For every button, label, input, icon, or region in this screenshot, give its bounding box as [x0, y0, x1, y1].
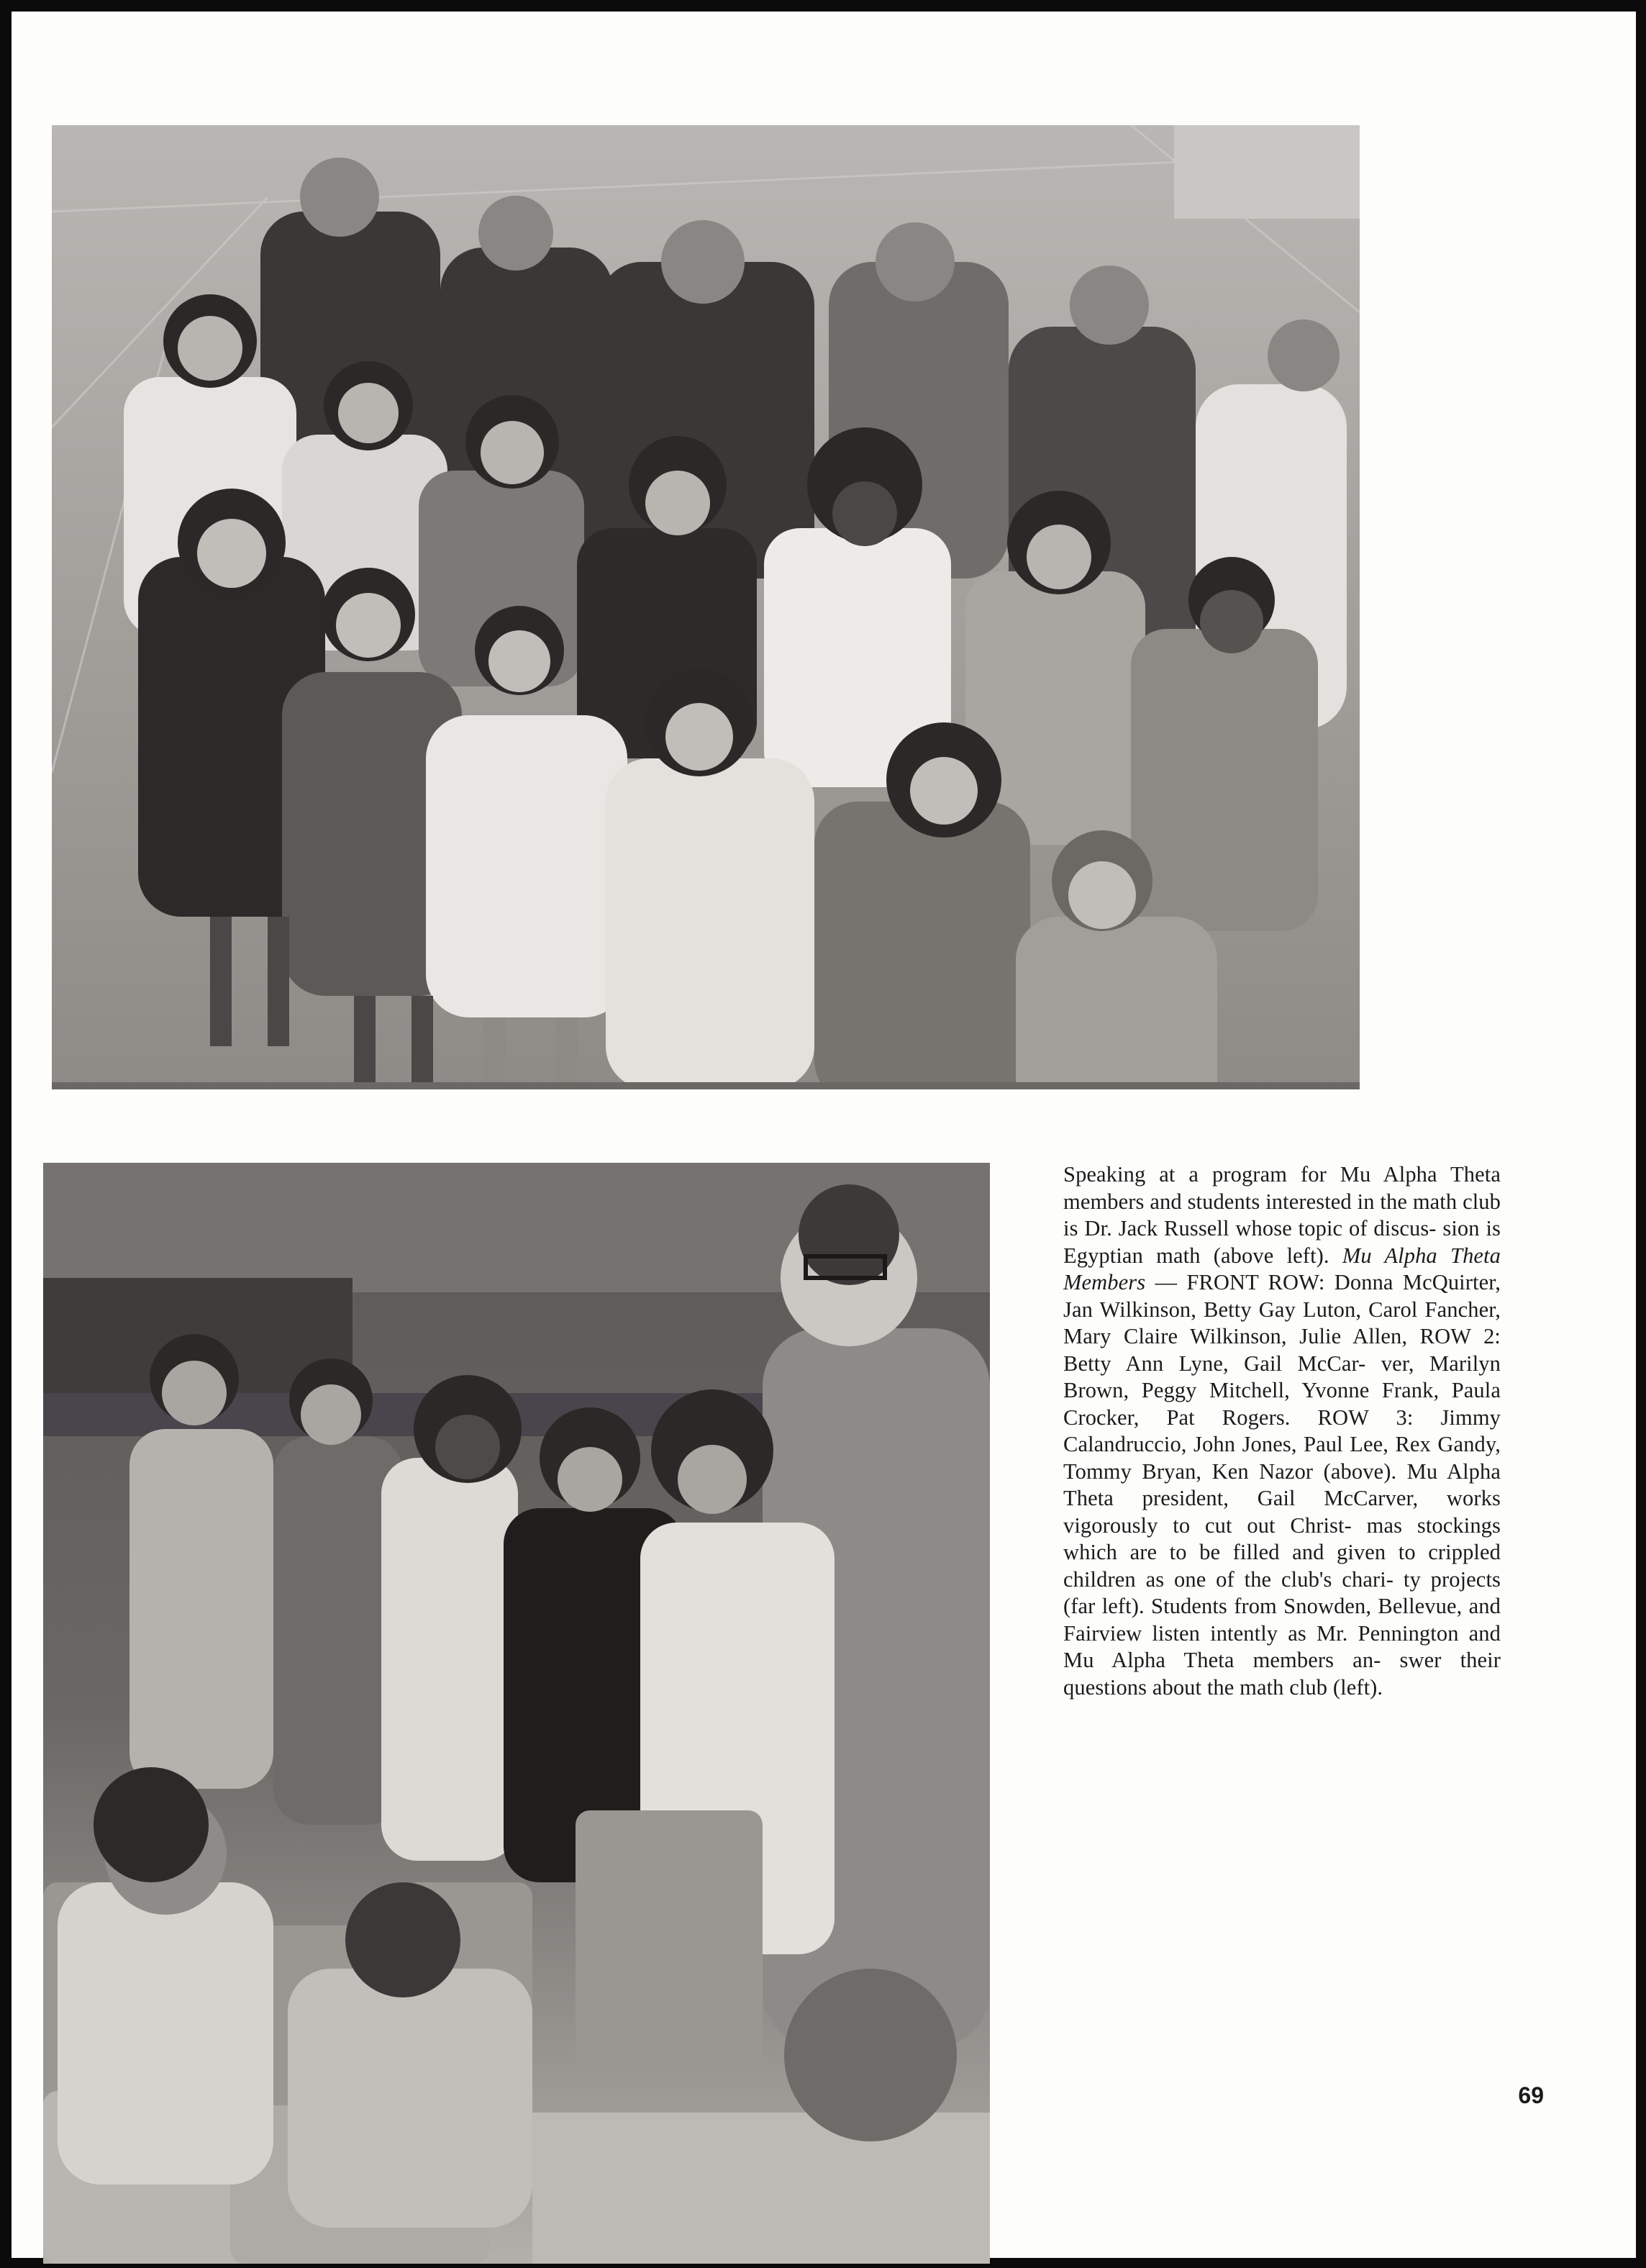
caption-intro: Speaking at a program for Mu Alpha Theta members and students interested in the math club is Dr. Jack Russell whose topic of discus- sion is Egyptian math (above left).: [1063, 1162, 1501, 1268]
caption-names: — FRONT ROW: Donna McQuirter, Jan Wilkinson, Betty Gay Luton, Carol Fancher, Mary Claire Wilkinson, Julie Allen, ROW 2: Betty Ann Lyne, Gail McCar- ver, Marilyn Brown, Peggy Mitchell, Yvonne Frank, Paula Crocker, Pat Rogers. ROW 3: Jimmy Calandruccio, John Jones, Paul Lee, Rex Gandy, Tommy Bryan, Ken Nazor (above). Mu Alpha Theta president, Gail McCarver, works vigorously to cut out Christ- mas stockings which are to be filled and given to crippled children as one of the club's chari- ty projects (far left). Students from Snowden, Bellevue, and Fairview listen intently as Mr. Pennington and Mu Alpha Theta members an- swer their questions about the math club (left).: [1063, 1270, 1501, 1700]
caption-group-title: Mu Alpha Theta Members: [1063, 1243, 1501, 1294]
page-number: 69: [1518, 2082, 1544, 2108]
group-portrait-photo: [52, 125, 1360, 1089]
photo-caption: [1063, 1161, 1501, 1701]
lecture-audience-photo-icon: [43, 1163, 990, 2264]
lecture-audience-photo: [43, 1163, 990, 2264]
group-portrait-photo-icon: [52, 125, 1360, 1089]
